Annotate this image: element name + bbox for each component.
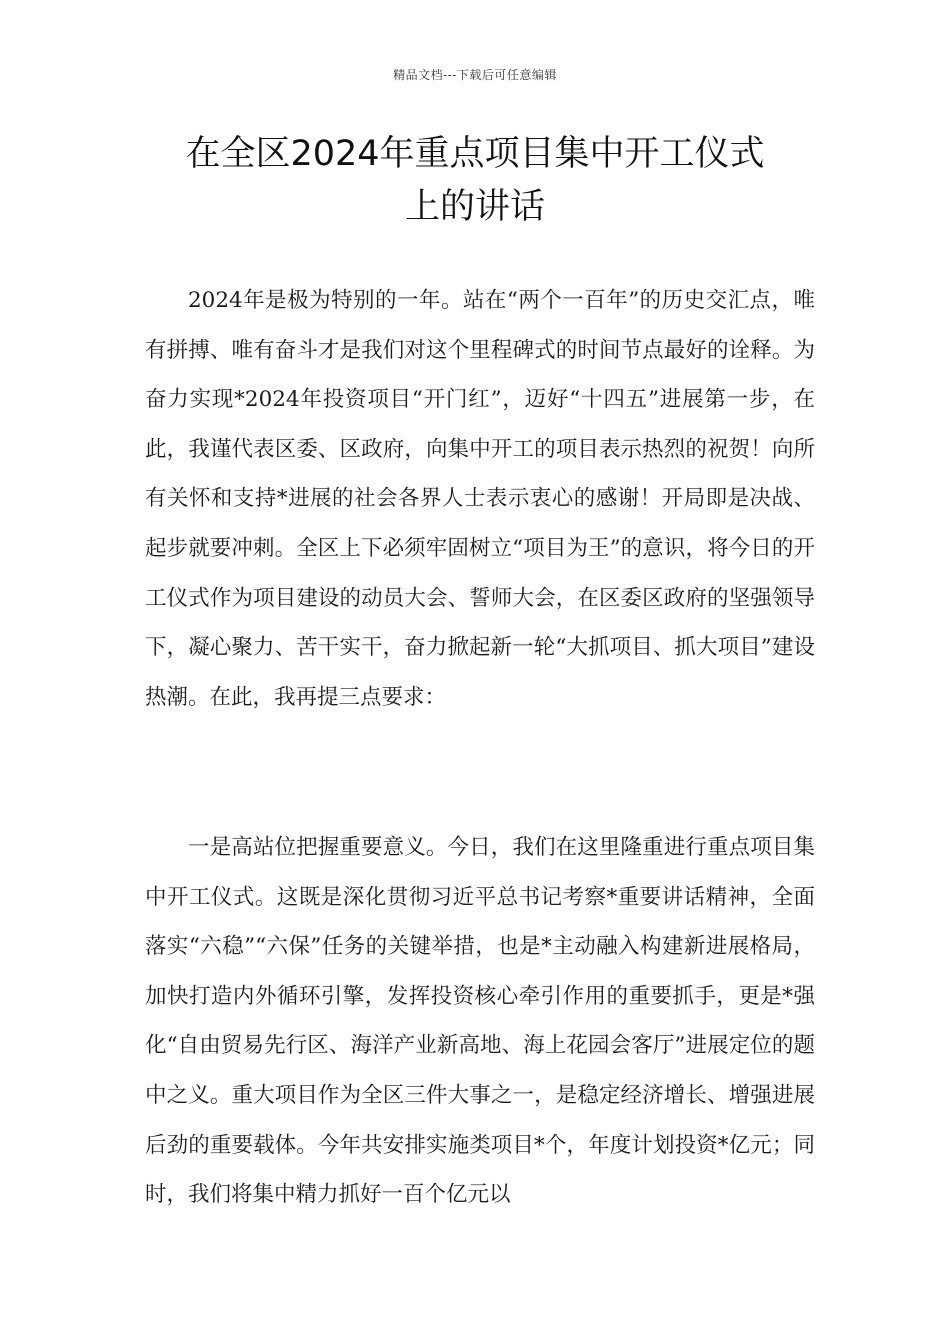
header-note: 精品文档---下载后可任意编辑 <box>393 68 557 82</box>
body-paragraph-2: 一是高站位把握重要意义。今日，我们在这里隆重进行重点项目集中开工仪式。这既是深化贯彻习近平总书记考察*重要讲话精神，全面落实“六稳”“六保”任务的关键举措，也是*主动融入构建新进展格局，加快打造内外循环引擎，发挥投资核心牵引作用的重要抓手，更是*强化“自由贸易先行区、海洋产业新高地、海上花园会客厅”进展定位的题中之义。重大项目作为全区三件大事之一，是稳定经济增长、增强进展后劲的重要载体。今年共安排实施类项目*个，年度计划投资*亿元；同时，我们将集中精力抓好一百个亿元以 <box>145 835 815 1208</box>
body-paragraph-1: 2024年是极为特别的一年。站在“两个一百年”的历史交汇点，唯有拼搏、唯有奋斗才是我们对这个里程碑式的时间节点最好的诠释。为奋力实现*2024年投资项目“开门红”，迈好“十四五”进展第一步，在此，我谨代表区委、区政府，向集中开工的项目表示热烈的祝贺！向所有关怀和支持*进展的社会各界人士表示衷心的感谢！开局即是决战、起步就要冲刺。全区上下必须牢固树立“项目为王”的意识，将今日的开工仪式作为项目建设的动员大会、誓师大会，在区委区政府的坚强领导下，凝心聚力、苦干实干，奋力掀起新一轮“大抓项目、抓大项目”建设热潮。在此，我再提三点要求： <box>145 288 815 710</box>
title-line-2: 上的讲话 <box>404 187 545 227</box>
title-line-1: 在全区2024年重点项目集中开工仪式 <box>185 134 765 174</box>
document-title <box>90 128 860 234</box>
